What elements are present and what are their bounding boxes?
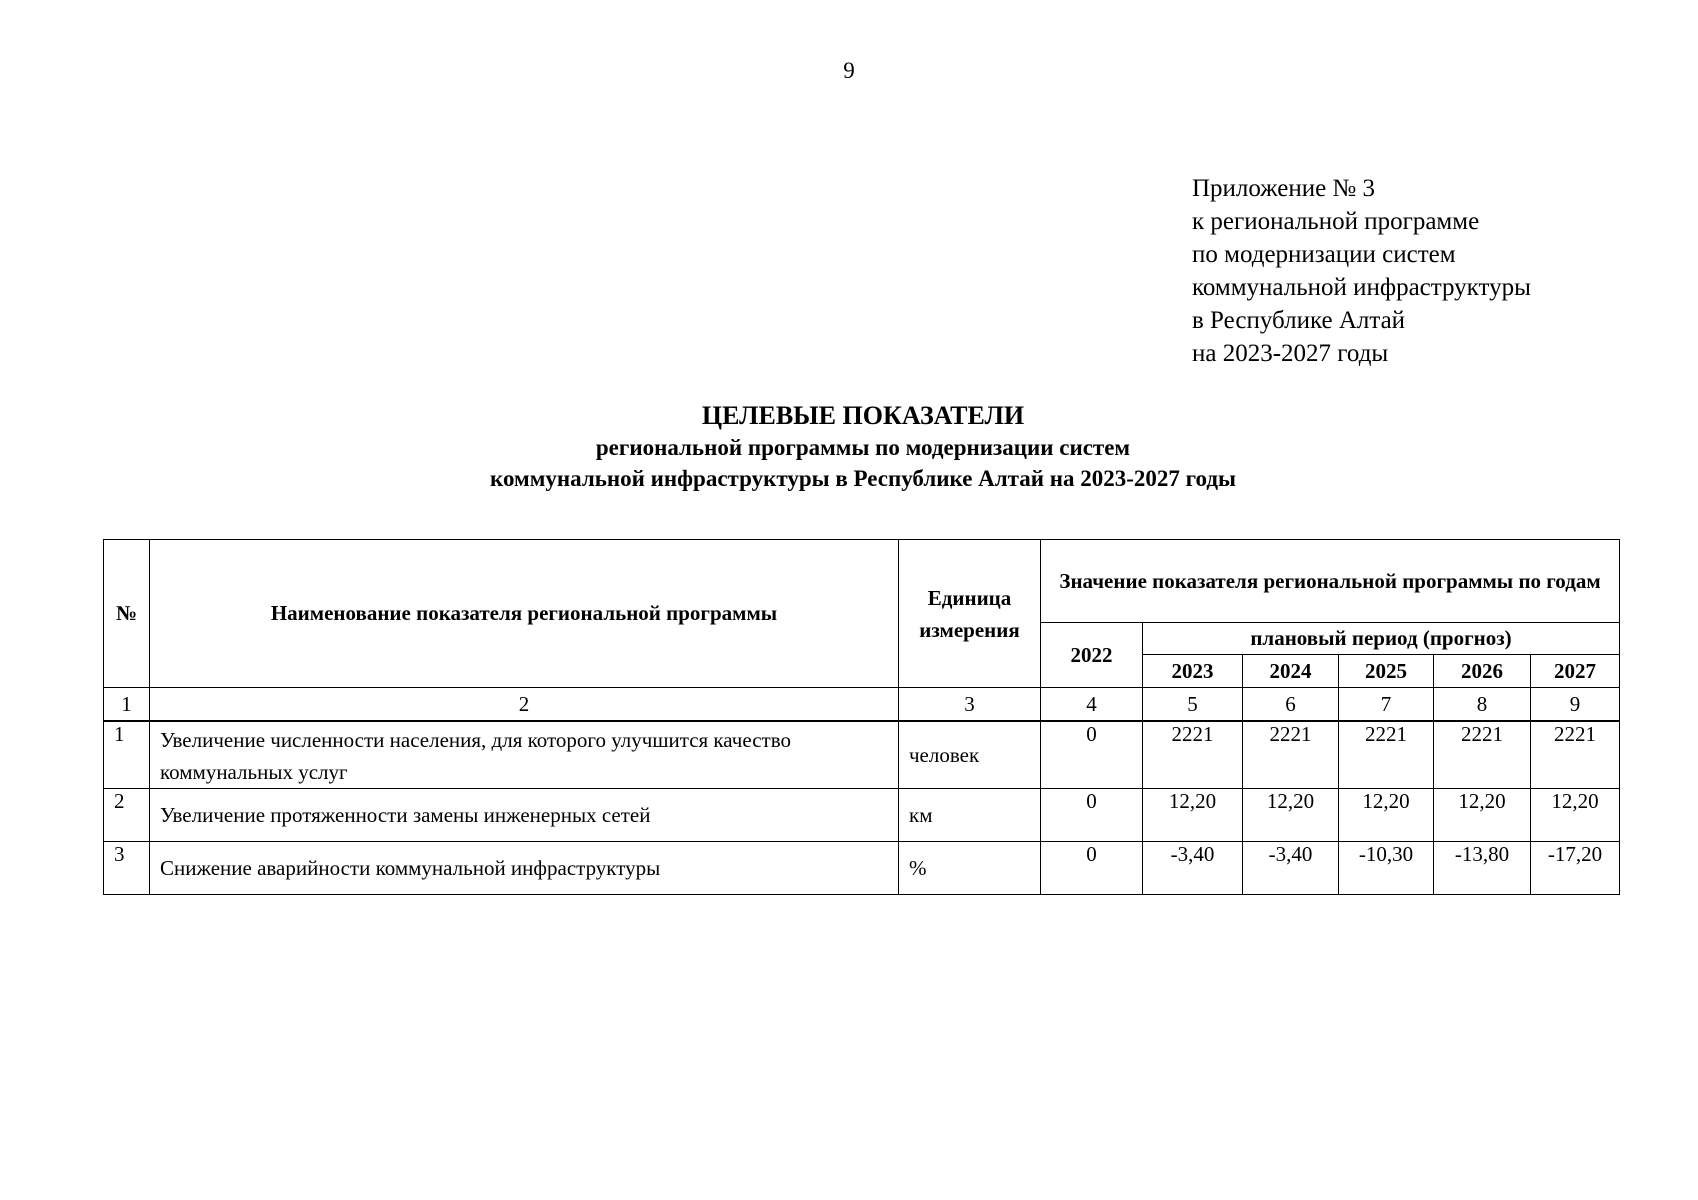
column-number: 4 <box>1041 688 1143 722</box>
header-year: 2023 <box>1143 655 1243 688</box>
appendix-line: коммунальной инфраструктуры <box>1192 274 1531 301</box>
header-year: 2027 <box>1531 655 1620 688</box>
value-2025: 2221 <box>1339 721 1434 789</box>
page-number: 9 <box>843 58 855 83</box>
header-year: 2026 <box>1434 655 1531 688</box>
value-2024: 2221 <box>1243 721 1339 789</box>
column-number: 8 <box>1434 688 1531 722</box>
value-2024: -3,40 <box>1243 842 1339 895</box>
value-2023: 12,20 <box>1143 789 1243 842</box>
column-number: 5 <box>1143 688 1243 722</box>
indicator-name: Увеличение численности населения, для которого улучшится качество коммунальных услуг <box>150 721 899 789</box>
appendix-line: по модернизации систем <box>1192 241 1456 268</box>
header-number: № <box>104 540 150 688</box>
indicator-name: Увеличение протяженности замены инженерных сетей <box>150 789 899 842</box>
value-2022: 0 <box>1041 789 1143 842</box>
appendix-line: Приложение № 3 <box>1192 175 1376 202</box>
column-number: 7 <box>1339 688 1434 722</box>
title-line-2: региональной программы по модернизации систем <box>595 435 1131 460</box>
column-numbers-row <box>104 688 1620 722</box>
header-planned-period: плановый период (прогноз) <box>1143 623 1620 655</box>
column-number: 9 <box>1531 688 1620 722</box>
column-number: 1 <box>104 688 150 722</box>
header-name: Наименование показателя региональной программы <box>150 540 899 688</box>
indicators-table <box>103 539 1620 895</box>
title-line-1: ЦЕЛЕВЫЕ ПОКАЗАТЕЛИ <box>701 401 1025 430</box>
value-2027: 2221 <box>1531 721 1620 789</box>
row-number: 2 <box>104 789 150 842</box>
table-row <box>104 789 1620 842</box>
appendix-line: на 2023-2027 годы <box>1192 340 1389 367</box>
row-number: 3 <box>104 842 150 895</box>
row-number: 1 <box>104 721 150 789</box>
title-line-3: коммунальной инфраструктуры в Республике Алтай на 2023-2027 годы <box>490 466 1236 491</box>
indicator-name: Снижение аварийности коммунальной инфраструктуры <box>150 842 899 895</box>
value-2024: 12,20 <box>1243 789 1339 842</box>
header-year: 2024 <box>1243 655 1339 688</box>
value-2027: -17,20 <box>1531 842 1620 895</box>
appendix-line: в Республике Алтай <box>1192 307 1406 334</box>
appendix-note <box>1192 172 1531 370</box>
column-number: 3 <box>899 688 1041 722</box>
header-year: 2025 <box>1339 655 1434 688</box>
value-2022: 0 <box>1041 721 1143 789</box>
indicator-unit: км <box>899 789 1041 842</box>
value-2026: 12,20 <box>1434 789 1531 842</box>
column-number: 6 <box>1243 688 1339 722</box>
table-row <box>104 842 1620 895</box>
value-2027: 12,20 <box>1531 789 1620 842</box>
value-2023: 2221 <box>1143 721 1243 789</box>
value-2025: 12,20 <box>1339 789 1434 842</box>
value-2026: 2221 <box>1434 721 1531 789</box>
header-unit: Единица измерения <box>899 540 1041 688</box>
value-2025: -10,30 <box>1339 842 1434 895</box>
column-number: 2 <box>150 688 899 722</box>
appendix-line: к региональной программе <box>1192 208 1480 235</box>
value-2026: -13,80 <box>1434 842 1531 895</box>
header-base-year: 2022 <box>1041 623 1143 688</box>
indicator-unit: % <box>899 842 1041 895</box>
document-title <box>0 400 1698 494</box>
table-row <box>104 721 1620 789</box>
indicator-unit: человек <box>899 721 1041 789</box>
header-values-group: Значение показателя региональной программы по годам <box>1041 540 1620 623</box>
value-2022: 0 <box>1041 842 1143 895</box>
value-2023: -3,40 <box>1143 842 1243 895</box>
